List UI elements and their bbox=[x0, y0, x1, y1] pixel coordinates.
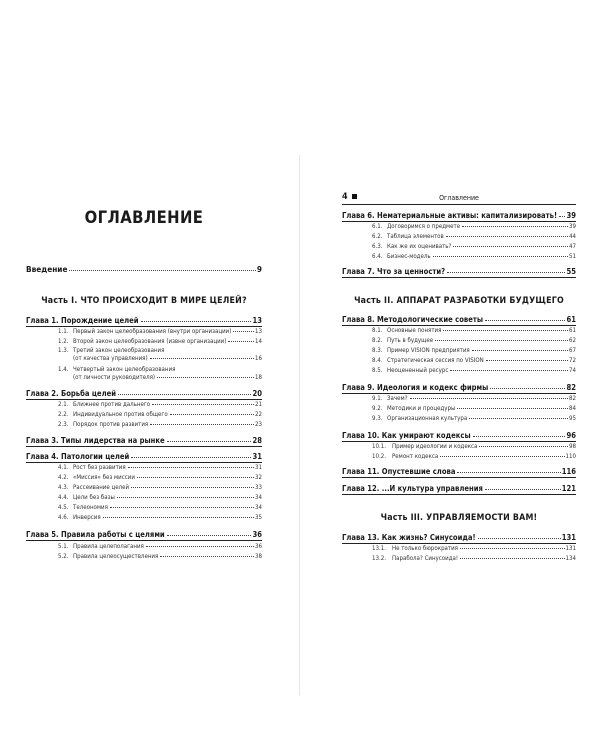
section-label: Ремонт кодекса bbox=[392, 453, 439, 460]
section-label: Пример VISION предприятия bbox=[387, 347, 470, 354]
toc-chapter-5 bbox=[26, 530, 262, 539]
section-page: 84 bbox=[569, 405, 576, 412]
section-label: Стратегическая сессия по VISION bbox=[387, 357, 484, 364]
section-number: 6.4. bbox=[372, 253, 383, 260]
chapter-rule bbox=[26, 462, 262, 463]
chapter-rule bbox=[26, 326, 262, 327]
part-heading: Часть I. ЧТО ПРОИСХОДИТ В МИРЕ ЦЕЛЕЙ? bbox=[41, 296, 247, 306]
running-head-title: Оглавление bbox=[439, 194, 479, 202]
section-label: Парабола? Синусоида! bbox=[392, 555, 459, 562]
header-rule bbox=[342, 204, 576, 205]
toc-section bbox=[342, 253, 576, 260]
toc-section bbox=[26, 411, 262, 418]
toc-chapter-1 bbox=[26, 316, 262, 325]
entry-page: 20 bbox=[252, 389, 262, 398]
section-label: Порядок против развития bbox=[73, 421, 149, 428]
toc-section bbox=[342, 357, 576, 364]
section-page: 61 bbox=[569, 327, 576, 334]
section-number: 1.3. bbox=[58, 347, 69, 354]
toc-section bbox=[342, 367, 576, 374]
entry-page: 31 bbox=[252, 452, 262, 461]
section-label: Первый закон целеобразования (внутри организации) bbox=[73, 328, 232, 335]
toc-chapter-11 bbox=[342, 467, 576, 476]
section-number: 8.5. bbox=[372, 367, 383, 374]
section-label: Четвертый закон целеобразования bbox=[73, 366, 176, 373]
toc-chapter-6 bbox=[342, 211, 576, 220]
section-page: 34 bbox=[255, 494, 262, 501]
entry-label: Глава 10. Как умирают кодексы bbox=[342, 431, 471, 440]
entry-label: Глава 3. Типы лидерства на рынке bbox=[26, 436, 165, 445]
section-page: 22 bbox=[255, 411, 262, 418]
section-page: 131 bbox=[565, 545, 576, 552]
section-label-continued: (от качества управления) bbox=[73, 355, 148, 362]
section-label: Не только бюрократия bbox=[392, 545, 458, 552]
section-page: 95 bbox=[569, 415, 576, 422]
toc-section bbox=[342, 233, 576, 240]
entry-label: Глава 9. Идеология и кодекс фирмы bbox=[342, 383, 489, 392]
chapter-rule bbox=[342, 477, 576, 478]
section-label: Зачем? bbox=[387, 395, 408, 402]
toc-section bbox=[26, 338, 262, 345]
toc-section bbox=[342, 555, 576, 562]
section-number: 4.6. bbox=[58, 514, 69, 521]
section-number: 9.2. bbox=[372, 405, 383, 412]
entry-label: Введение bbox=[26, 264, 68, 274]
section-label: Таблица элементов bbox=[387, 233, 444, 240]
section-number: 4.1. bbox=[58, 464, 69, 471]
section-page: 82 bbox=[569, 395, 576, 402]
section-number: 13.1. bbox=[372, 545, 386, 552]
entry-label: Глава 11. Опустевшие слова bbox=[342, 467, 456, 476]
entry-label: Глава 12. ...И культура управления bbox=[342, 484, 483, 493]
section-page: 110 bbox=[565, 453, 576, 460]
section-number: 4.3. bbox=[58, 484, 69, 491]
section-number: 2.2. bbox=[58, 411, 69, 418]
section-label: Правила целеполагания bbox=[73, 543, 144, 550]
toc-section bbox=[342, 347, 576, 354]
section-number: 9.1. bbox=[372, 395, 383, 402]
section-page: 51 bbox=[569, 253, 576, 260]
section-label: Бизнес-модель bbox=[387, 253, 431, 260]
chapter-rule bbox=[26, 399, 262, 400]
toc-chapter-4 bbox=[26, 452, 262, 461]
section-number: 5.2. bbox=[58, 553, 69, 560]
section-label: Ближнее против дальнего bbox=[73, 401, 151, 408]
section-page: 38 bbox=[255, 553, 262, 560]
chapter-rule bbox=[342, 325, 576, 326]
chapter-rule bbox=[26, 446, 262, 447]
chapter-rule bbox=[342, 543, 576, 544]
page-number: 4 bbox=[342, 192, 348, 202]
section-label: Пример идеологии и кодекса bbox=[392, 443, 478, 450]
chapter-rule bbox=[342, 393, 576, 394]
chapter-rule bbox=[26, 540, 262, 541]
toc-section bbox=[26, 553, 262, 560]
section-label: Индивидуальное против общего bbox=[73, 411, 168, 418]
section-label: Второй закон целеобразования (извне организации) bbox=[73, 338, 227, 345]
part-heading: Часть II. АППАРАТ РАЗРАБОТКИ БУДУЩЕГО bbox=[354, 296, 564, 306]
entry-page: 55 bbox=[566, 267, 576, 276]
toc-section bbox=[26, 504, 262, 511]
section-label: Третий закон целеобразования bbox=[73, 347, 165, 354]
toc-section bbox=[342, 337, 576, 344]
entry-page: 131 bbox=[561, 533, 576, 542]
section-label: Как же их оценивать? bbox=[387, 243, 452, 250]
entry-page: 96 bbox=[566, 431, 576, 440]
toc-section bbox=[26, 484, 262, 491]
section-number: 5.1. bbox=[58, 543, 69, 550]
section-label: Рост без развития bbox=[73, 464, 126, 471]
section-label: Рассеивание целей bbox=[73, 484, 130, 491]
section-number: 8.4. bbox=[372, 357, 383, 364]
entry-label: Глава 13. Как жизнь? Синусоида! bbox=[342, 533, 476, 542]
section-page: 34 bbox=[255, 504, 262, 511]
entry-page: 9 bbox=[256, 264, 262, 274]
entry-label: Глава 4. Патологии целей bbox=[26, 452, 130, 461]
section-page: 14 bbox=[255, 338, 262, 345]
section-number: 1.1. bbox=[58, 328, 69, 335]
section-label: Неоцененный ресурс bbox=[387, 367, 449, 374]
section-number: 4.4. bbox=[58, 494, 69, 501]
section-number: 6.1. bbox=[372, 223, 383, 230]
section-page: 47 bbox=[569, 243, 576, 250]
entry-page: 39 bbox=[566, 211, 576, 220]
section-page: 18 bbox=[255, 374, 262, 381]
chapter-rule bbox=[342, 221, 576, 222]
section-page: 23 bbox=[255, 421, 262, 428]
section-page: 72 bbox=[569, 357, 576, 364]
entry-label: Глава 5. Правила работы с целями bbox=[26, 530, 165, 539]
part-heading: Часть III. УПРАВЛЯЕМОСТИ ВАМ! bbox=[380, 513, 538, 523]
section-number: 6.3. bbox=[372, 243, 383, 250]
toc-chapter-3 bbox=[26, 436, 262, 445]
section-page: 35 bbox=[255, 514, 262, 521]
toc-section bbox=[26, 543, 262, 550]
toc-chapter-7 bbox=[342, 267, 576, 276]
running-header bbox=[342, 192, 576, 202]
toc-chapter-2 bbox=[26, 389, 262, 398]
toc-title: ОГЛАВЛЕНИЕ bbox=[84, 208, 204, 227]
toc-chapter-8 bbox=[342, 315, 576, 324]
section-number: 6.2. bbox=[372, 233, 383, 240]
section-number: 8.2. bbox=[372, 337, 383, 344]
section-number: 2.1. bbox=[58, 401, 69, 408]
section-number: 9.3. bbox=[372, 415, 383, 422]
toc-section bbox=[58, 366, 262, 382]
toc-section bbox=[342, 223, 576, 230]
section-label: Правила целеосуществления bbox=[73, 553, 159, 560]
section-number: 13.2. bbox=[372, 555, 386, 562]
section-number: 8.1. bbox=[372, 327, 383, 334]
entry-label: Глава 8. Методологические советы bbox=[342, 315, 484, 324]
entry-page: 28 bbox=[252, 436, 262, 445]
section-page: 39 bbox=[569, 223, 576, 230]
section-page: 74 bbox=[569, 367, 576, 374]
entry-label: Глава 2. Борьба целей bbox=[26, 389, 116, 398]
toc-section bbox=[342, 453, 576, 460]
section-page: 134 bbox=[565, 555, 576, 562]
section-page: 44 bbox=[569, 233, 576, 240]
section-page: 13 bbox=[255, 328, 262, 335]
entry-label: Глава 7. Что за ценности? bbox=[342, 267, 446, 276]
section-page: 21 bbox=[255, 401, 262, 408]
toc-section bbox=[342, 327, 576, 334]
section-label: Цели без базы bbox=[73, 494, 115, 501]
toc-section bbox=[26, 514, 262, 521]
section-number: 4.2. bbox=[58, 474, 69, 481]
chapter-rule bbox=[342, 494, 576, 495]
section-label: Договоримся о предмете bbox=[387, 223, 461, 230]
entry-page: 61 bbox=[566, 315, 576, 324]
section-page: 31 bbox=[255, 464, 262, 471]
section-number: 10.2. bbox=[372, 453, 386, 460]
toc-entry-introduction bbox=[26, 264, 262, 274]
toc-section bbox=[342, 545, 576, 552]
toc-section bbox=[26, 464, 262, 471]
section-label: Телеономия bbox=[73, 504, 108, 511]
entry-page: 36 bbox=[252, 530, 262, 539]
toc-section bbox=[342, 443, 576, 450]
section-label: Инверсия bbox=[73, 514, 101, 521]
toc-section bbox=[26, 421, 262, 428]
toc-section bbox=[26, 328, 262, 335]
section-label: Организационная культура bbox=[387, 415, 468, 422]
toc-chapter-12 bbox=[342, 484, 576, 493]
section-page: 33 bbox=[255, 484, 262, 491]
section-label: «Миссия» без миссии bbox=[73, 474, 135, 481]
page-fold bbox=[299, 155, 300, 695]
toc-section bbox=[26, 401, 262, 408]
section-page: 67 bbox=[569, 347, 576, 354]
section-number: 1.2. bbox=[58, 338, 69, 345]
section-number: 10.1. bbox=[372, 443, 386, 450]
toc-chapter-13 bbox=[342, 533, 576, 542]
entry-label: Глава 1. Порождение целей bbox=[26, 316, 139, 325]
toc-section bbox=[26, 474, 262, 481]
toc-section bbox=[26, 494, 262, 501]
section-page: 36 bbox=[255, 543, 262, 550]
entry-page: 13 bbox=[252, 316, 262, 325]
toc-section bbox=[342, 405, 576, 412]
toc-section bbox=[342, 415, 576, 422]
toc-section bbox=[342, 243, 576, 250]
section-number: 8.3. bbox=[372, 347, 383, 354]
section-label: Основные понятия bbox=[387, 327, 442, 334]
toc-chapter-9 bbox=[342, 383, 576, 392]
section-label: Путь в будущее bbox=[387, 337, 434, 344]
toc-section bbox=[58, 347, 262, 363]
toc-section bbox=[342, 395, 576, 402]
section-page: 16 bbox=[255, 355, 262, 362]
section-number: 1.4. bbox=[58, 366, 69, 373]
section-page: 62 bbox=[569, 337, 576, 344]
section-label: Методики и процедуры bbox=[387, 405, 456, 412]
chapter-rule bbox=[342, 277, 576, 278]
entry-page: 82 bbox=[566, 383, 576, 392]
entry-label: Глава 6. Нематериальные активы: капитализировать! bbox=[342, 211, 558, 220]
section-label-continued: (от личности руководителя) bbox=[73, 374, 156, 381]
toc-chapter-10 bbox=[342, 431, 576, 440]
section-page: 98 bbox=[569, 443, 576, 450]
entry-page: 121 bbox=[561, 484, 576, 493]
section-number: 4.5. bbox=[58, 504, 69, 511]
section-page: 32 bbox=[255, 474, 262, 481]
entry-page: 116 bbox=[561, 467, 576, 476]
chapter-rule bbox=[342, 441, 576, 442]
section-number: 2.3. bbox=[58, 421, 69, 428]
